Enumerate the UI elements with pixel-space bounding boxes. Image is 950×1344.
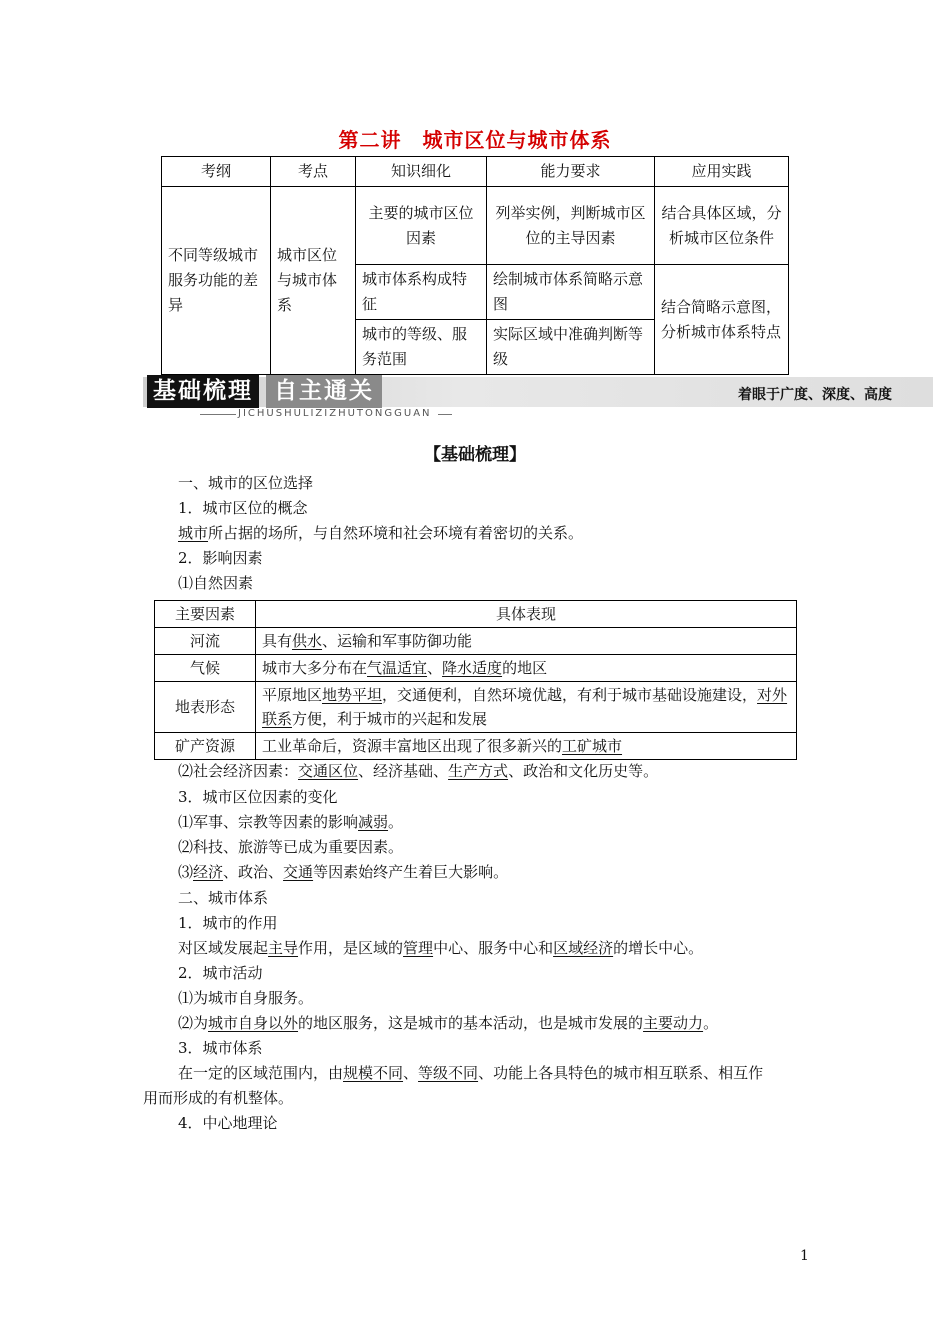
paragraph: 城市所占据的场所，与自然环境和社会环境有着密切的关系。 bbox=[178, 524, 584, 542]
paragraph: ⑴军事、宗教等因素的影响减弱。 bbox=[178, 813, 404, 831]
header-detail: 知识细化 bbox=[356, 157, 487, 187]
cell-detail: 城市体系构成特征 bbox=[356, 265, 487, 320]
header-practice: 应用实践 bbox=[655, 157, 789, 187]
banner-pinyin: JICHUSHULIZIZHUTONGGUAN bbox=[238, 408, 432, 419]
cell-detail: 城市的等级、服务范围 bbox=[356, 320, 487, 375]
header-kaogang: 考纲 bbox=[162, 157, 271, 187]
cell-detail: 平原地区地势平坦，交通便利，自然环境优越，有利于城市基础设施建设，对外联系方便，利于城市的兴起和发展 bbox=[256, 682, 797, 733]
paragraph: 对区域发展起主导作用，是区域的管理中心、服务中心和区域经济的增长中心。 bbox=[178, 939, 704, 957]
section-heading: 【基础梳理】 bbox=[424, 445, 526, 465]
cell-detail: 工业革命后，资源丰富地区出现了很多新兴的工矿城市 bbox=[256, 733, 797, 760]
cell-ability: 实际区域中准确判断等级 bbox=[487, 320, 655, 375]
cell-practice: 结合具体区域，分析城市区位条件 bbox=[655, 187, 789, 265]
paragraph: ⑶经济、政治、交通等因素始终产生着巨大影响。 bbox=[178, 863, 509, 881]
cell-factor: 矿产资源 bbox=[155, 733, 256, 760]
subheading: 3．城市区位因素的变化 bbox=[178, 788, 338, 806]
cell-factor: 地表形态 bbox=[155, 682, 256, 733]
paragraph: 用而形成的有机整体。 bbox=[143, 1089, 294, 1107]
cell-kaogang: 不同等级城市服务功能的差异 bbox=[162, 187, 271, 375]
subheading: 2．城市活动 bbox=[178, 964, 263, 982]
paragraph: ⑵社会经济因素：交通区位、经济基础、生产方式、政治和文化历史等。 bbox=[178, 762, 659, 780]
paragraph: ⑵科技、旅游等已成为重要因素。 bbox=[178, 838, 404, 856]
subheading: 2．影响因素 bbox=[178, 549, 263, 567]
subheading: ⑴自然因素 bbox=[178, 574, 254, 592]
outline-table bbox=[161, 156, 789, 375]
header-kaodian: 考点 bbox=[271, 157, 356, 187]
cell-practice: 结合简略示意图，分析城市体系特点 bbox=[655, 265, 789, 375]
cell-detail: 城市大多分布在气温适宜、降水适度的地区 bbox=[256, 655, 797, 682]
banner-label-dark: 基础梳理 bbox=[147, 375, 259, 408]
divider bbox=[438, 414, 452, 415]
banner-slogan: 着眼于广度、深度、高度 bbox=[738, 387, 892, 403]
cell-kaodian: 城市区位与城市体系 bbox=[271, 187, 356, 375]
paragraph: ⑴为城市自身服务。 bbox=[178, 989, 314, 1007]
cell-detail: 主要的城市区位因素 bbox=[356, 187, 487, 265]
divider bbox=[200, 414, 236, 415]
page-title: 第二讲 城市区位与城市体系 bbox=[338, 128, 612, 152]
cell-factor: 河流 bbox=[155, 628, 256, 655]
subheading: 1．城市的作用 bbox=[178, 914, 278, 932]
cell-detail: 具有供水、运输和军事防御功能 bbox=[256, 628, 797, 655]
heading: 二、城市体系 bbox=[178, 889, 269, 907]
cell-factor: 气候 bbox=[155, 655, 256, 682]
subheading: 4．中心地理论 bbox=[178, 1114, 278, 1132]
paragraph: ⑵为城市自身以外的地区服务，这是城市的基本活动，也是城市发展的主要动力。 bbox=[178, 1014, 719, 1032]
banner-label-grey: 自主通关 bbox=[266, 375, 382, 408]
cell-ability: 列举实例，判断城市区位的主导因素 bbox=[487, 187, 655, 265]
paragraph: 在一定的区域范围内，由规模不同、等级不同、功能上各具特色的城市相互联系、相互作 bbox=[178, 1064, 764, 1082]
page-number: 1 bbox=[800, 1248, 809, 1264]
subheading: 1．城市区位的概念 bbox=[178, 499, 308, 517]
cell-ability: 绘制城市体系简略示意图 bbox=[487, 265, 655, 320]
subheading: 3．城市体系 bbox=[178, 1039, 263, 1057]
natural-factors-table bbox=[154, 600, 797, 760]
header-factor: 主要因素 bbox=[155, 601, 256, 628]
heading: 一、城市的区位选择 bbox=[178, 474, 314, 492]
header-ability: 能力要求 bbox=[487, 157, 655, 187]
header-detail: 具体表现 bbox=[256, 601, 797, 628]
